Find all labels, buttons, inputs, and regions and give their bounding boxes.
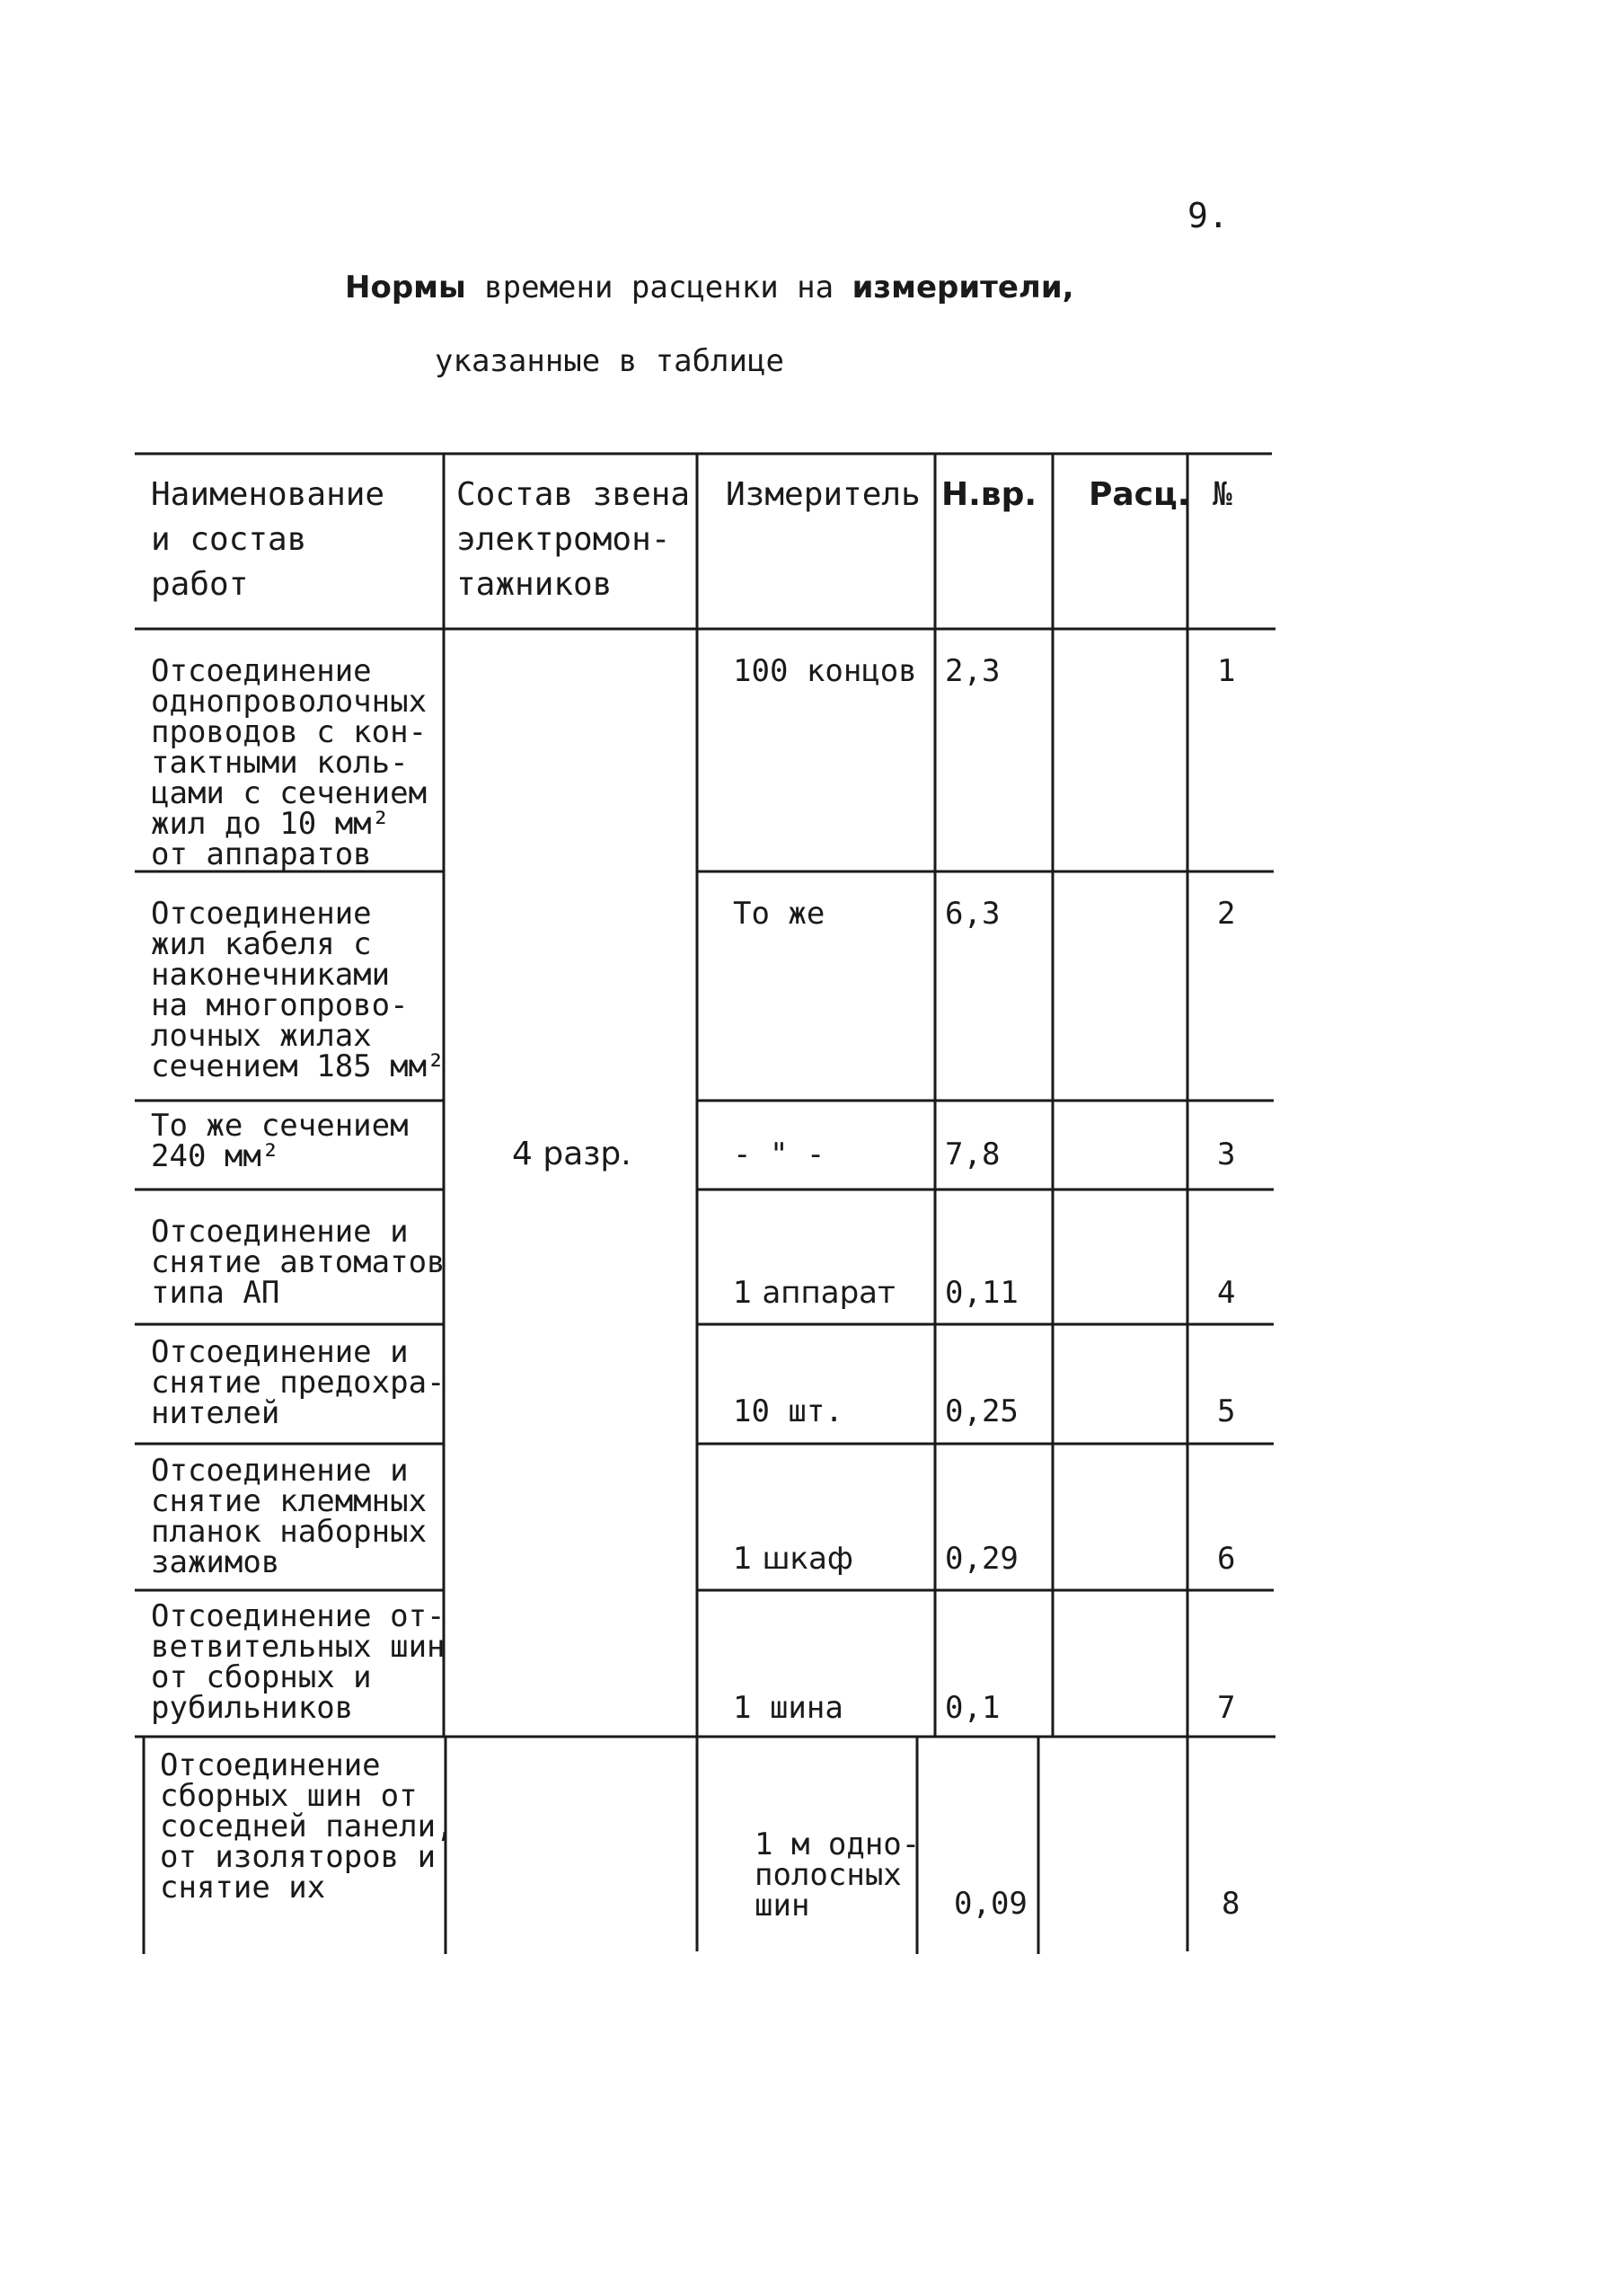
row-3-unit: - " - [733,1136,825,1172]
table-subtitle: указанные в таблице [435,343,784,379]
row-2-unit: То же [733,896,825,932]
row-1-norm: 2,3 [945,653,1001,689]
row-8-number: 8 [1222,1886,1240,1922]
row-4-norm: 0,11 [945,1275,1019,1311]
row-8-name: Отсоединение сборных шин от соседней панели, от изоляторов и снятие их [160,1747,455,1906]
row-7-name: Отсоединение от- ветвительных шин от сборных и рубильников [151,1598,446,1726]
row-7-unit: 1 шина [733,1690,843,1726]
row-6-norm: 0,29 [945,1541,1019,1577]
header-crew: Состав звена электромон- тажников [456,476,691,603]
row-7-number: 7 [1217,1690,1236,1726]
row-6-number: 6 [1217,1541,1236,1577]
row-6-unit: 1 шкаф [733,1541,853,1577]
row-1-name: Отсоединение однопроволочных проводов с кон- тактными коль- цами с сечением жил до 10 мм² от аппаратов [151,653,428,872]
row-1-unit: 100 концов [733,653,917,689]
row-5-name: Отсоединение и снятие предохра- нителей [151,1334,446,1431]
row-2-norm: 6,3 [945,896,1001,932]
header-row-number: № [1213,476,1232,513]
header-rate: Расц. [1089,476,1190,513]
row-5-number: 5 [1217,1393,1236,1429]
crew-value: 4 разр. [512,1136,631,1172]
title-normal-text: времени расценки на [465,270,852,305]
header-name-of-work: Наименование и состав работ [151,476,385,603]
row-4-unit: 1 аппарат [733,1275,896,1311]
row-1-number: 1 [1217,653,1236,689]
title-bold-meters: измерители, [852,270,1074,305]
row-3-norm: 7,8 [945,1136,1001,1172]
row-6-name: Отсоединение и снятие клеммных планок наборных зажимов [151,1453,428,1580]
row-8-norm: 0,09 [954,1886,1028,1922]
row-3-name: То же сечением 240 мм² [151,1108,409,1174]
row-8-unit: 1 м одно- полосных шин [755,1826,921,1924]
row-2-name: Отсоединение жил кабеля с наконечниками на многопрово- лочных жилах сечением 185 мм² [151,896,446,1084]
header-unit-label: Измеритель [726,476,921,513]
row-5-unit: 10 шт. [733,1393,843,1429]
row-4-name: Отсоединение и снятие автоматов типа АП [151,1214,446,1311]
header-time-norm: Н.вр. [941,476,1037,513]
row-2-number: 2 [1217,896,1236,932]
row-3-number: 3 [1217,1136,1236,1172]
row-4-number: 4 [1217,1275,1236,1311]
page-number: 9. [1187,196,1229,235]
row-7-norm: 0,1 [945,1690,1001,1726]
row-5-norm: 0,25 [945,1393,1019,1429]
title-bold-norms: Нормы [345,270,466,305]
header-unit [726,473,921,517]
